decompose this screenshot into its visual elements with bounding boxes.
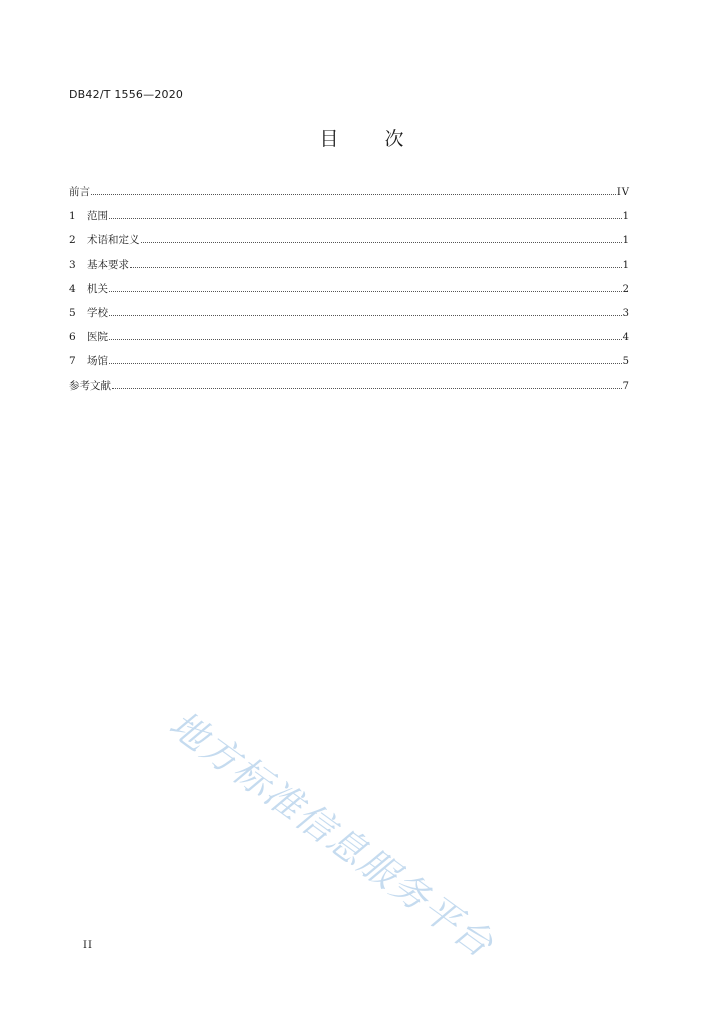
page-title: 目 次 <box>319 128 405 150</box>
toc-entry-page: IV <box>616 187 630 198</box>
toc-entry-page: 1 <box>622 259 630 271</box>
toc-entry-scope[interactable] <box>69 208 630 232</box>
toc-entry-hospitals[interactable] <box>69 329 630 353</box>
toc-entry-agencies[interactable] <box>69 281 630 305</box>
toc-entry-number: 5 <box>69 306 76 319</box>
toc-entry-label: 机关 <box>87 282 108 295</box>
toc-leader-dots <box>112 387 622 389</box>
toc-entry-page: 5 <box>622 356 630 368</box>
toc-leader-dots <box>109 290 622 292</box>
toc-leader-dots <box>141 241 622 243</box>
toc-entry-label: 医院 <box>87 331 108 344</box>
toc-leader-dots <box>109 338 622 340</box>
toc-entry-number: 2 <box>69 234 76 247</box>
toc-entry-page: 1 <box>622 235 630 247</box>
toc-entry-page: 1 <box>622 211 630 223</box>
toc-entry-page: 4 <box>622 332 630 344</box>
toc-entry-schools[interactable] <box>69 305 630 329</box>
toc-leader-dots <box>109 217 622 219</box>
toc-entry-label: 场馆 <box>87 355 108 368</box>
toc-leader-dots <box>109 362 622 364</box>
toc-entry-terms[interactable] <box>69 232 630 256</box>
toc-leader-dots <box>91 193 616 195</box>
toc-entry-number: 4 <box>69 282 76 295</box>
toc-entry-page: 2 <box>622 283 630 295</box>
toc-entry-label: 前言 <box>69 186 90 198</box>
toc-entry-number: 1 <box>69 210 76 223</box>
toc-entry-label: 参考文献 <box>69 379 111 392</box>
toc-entry-references[interactable] <box>69 378 630 402</box>
toc-entry-number: 7 <box>69 355 76 368</box>
toc-entry-page: 7 <box>622 380 630 392</box>
page-number: II <box>83 940 93 951</box>
toc-leader-dots <box>109 314 622 316</box>
toc-entry-foreword[interactable] <box>69 184 630 208</box>
toc-entry-label: 学校 <box>87 306 108 319</box>
toc-entry-label: 术语和定义 <box>87 234 140 247</box>
watermark: 地方标准信息服务平台 <box>161 702 503 967</box>
toc-entry-venues[interactable] <box>69 353 630 377</box>
toc-leader-dots <box>130 266 622 268</box>
toc-entry-label: 范围 <box>87 210 108 223</box>
toc-entry-number: 3 <box>69 258 76 271</box>
toc-entry-label: 基本要求 <box>87 258 129 271</box>
document-code: DB42/T 1556—2020 <box>69 88 184 101</box>
toc-entry-basic-requirements[interactable] <box>69 257 630 281</box>
toc-entry-page: 3 <box>622 307 630 319</box>
toc-entry-number: 6 <box>69 331 76 344</box>
table-of-contents <box>69 184 630 402</box>
